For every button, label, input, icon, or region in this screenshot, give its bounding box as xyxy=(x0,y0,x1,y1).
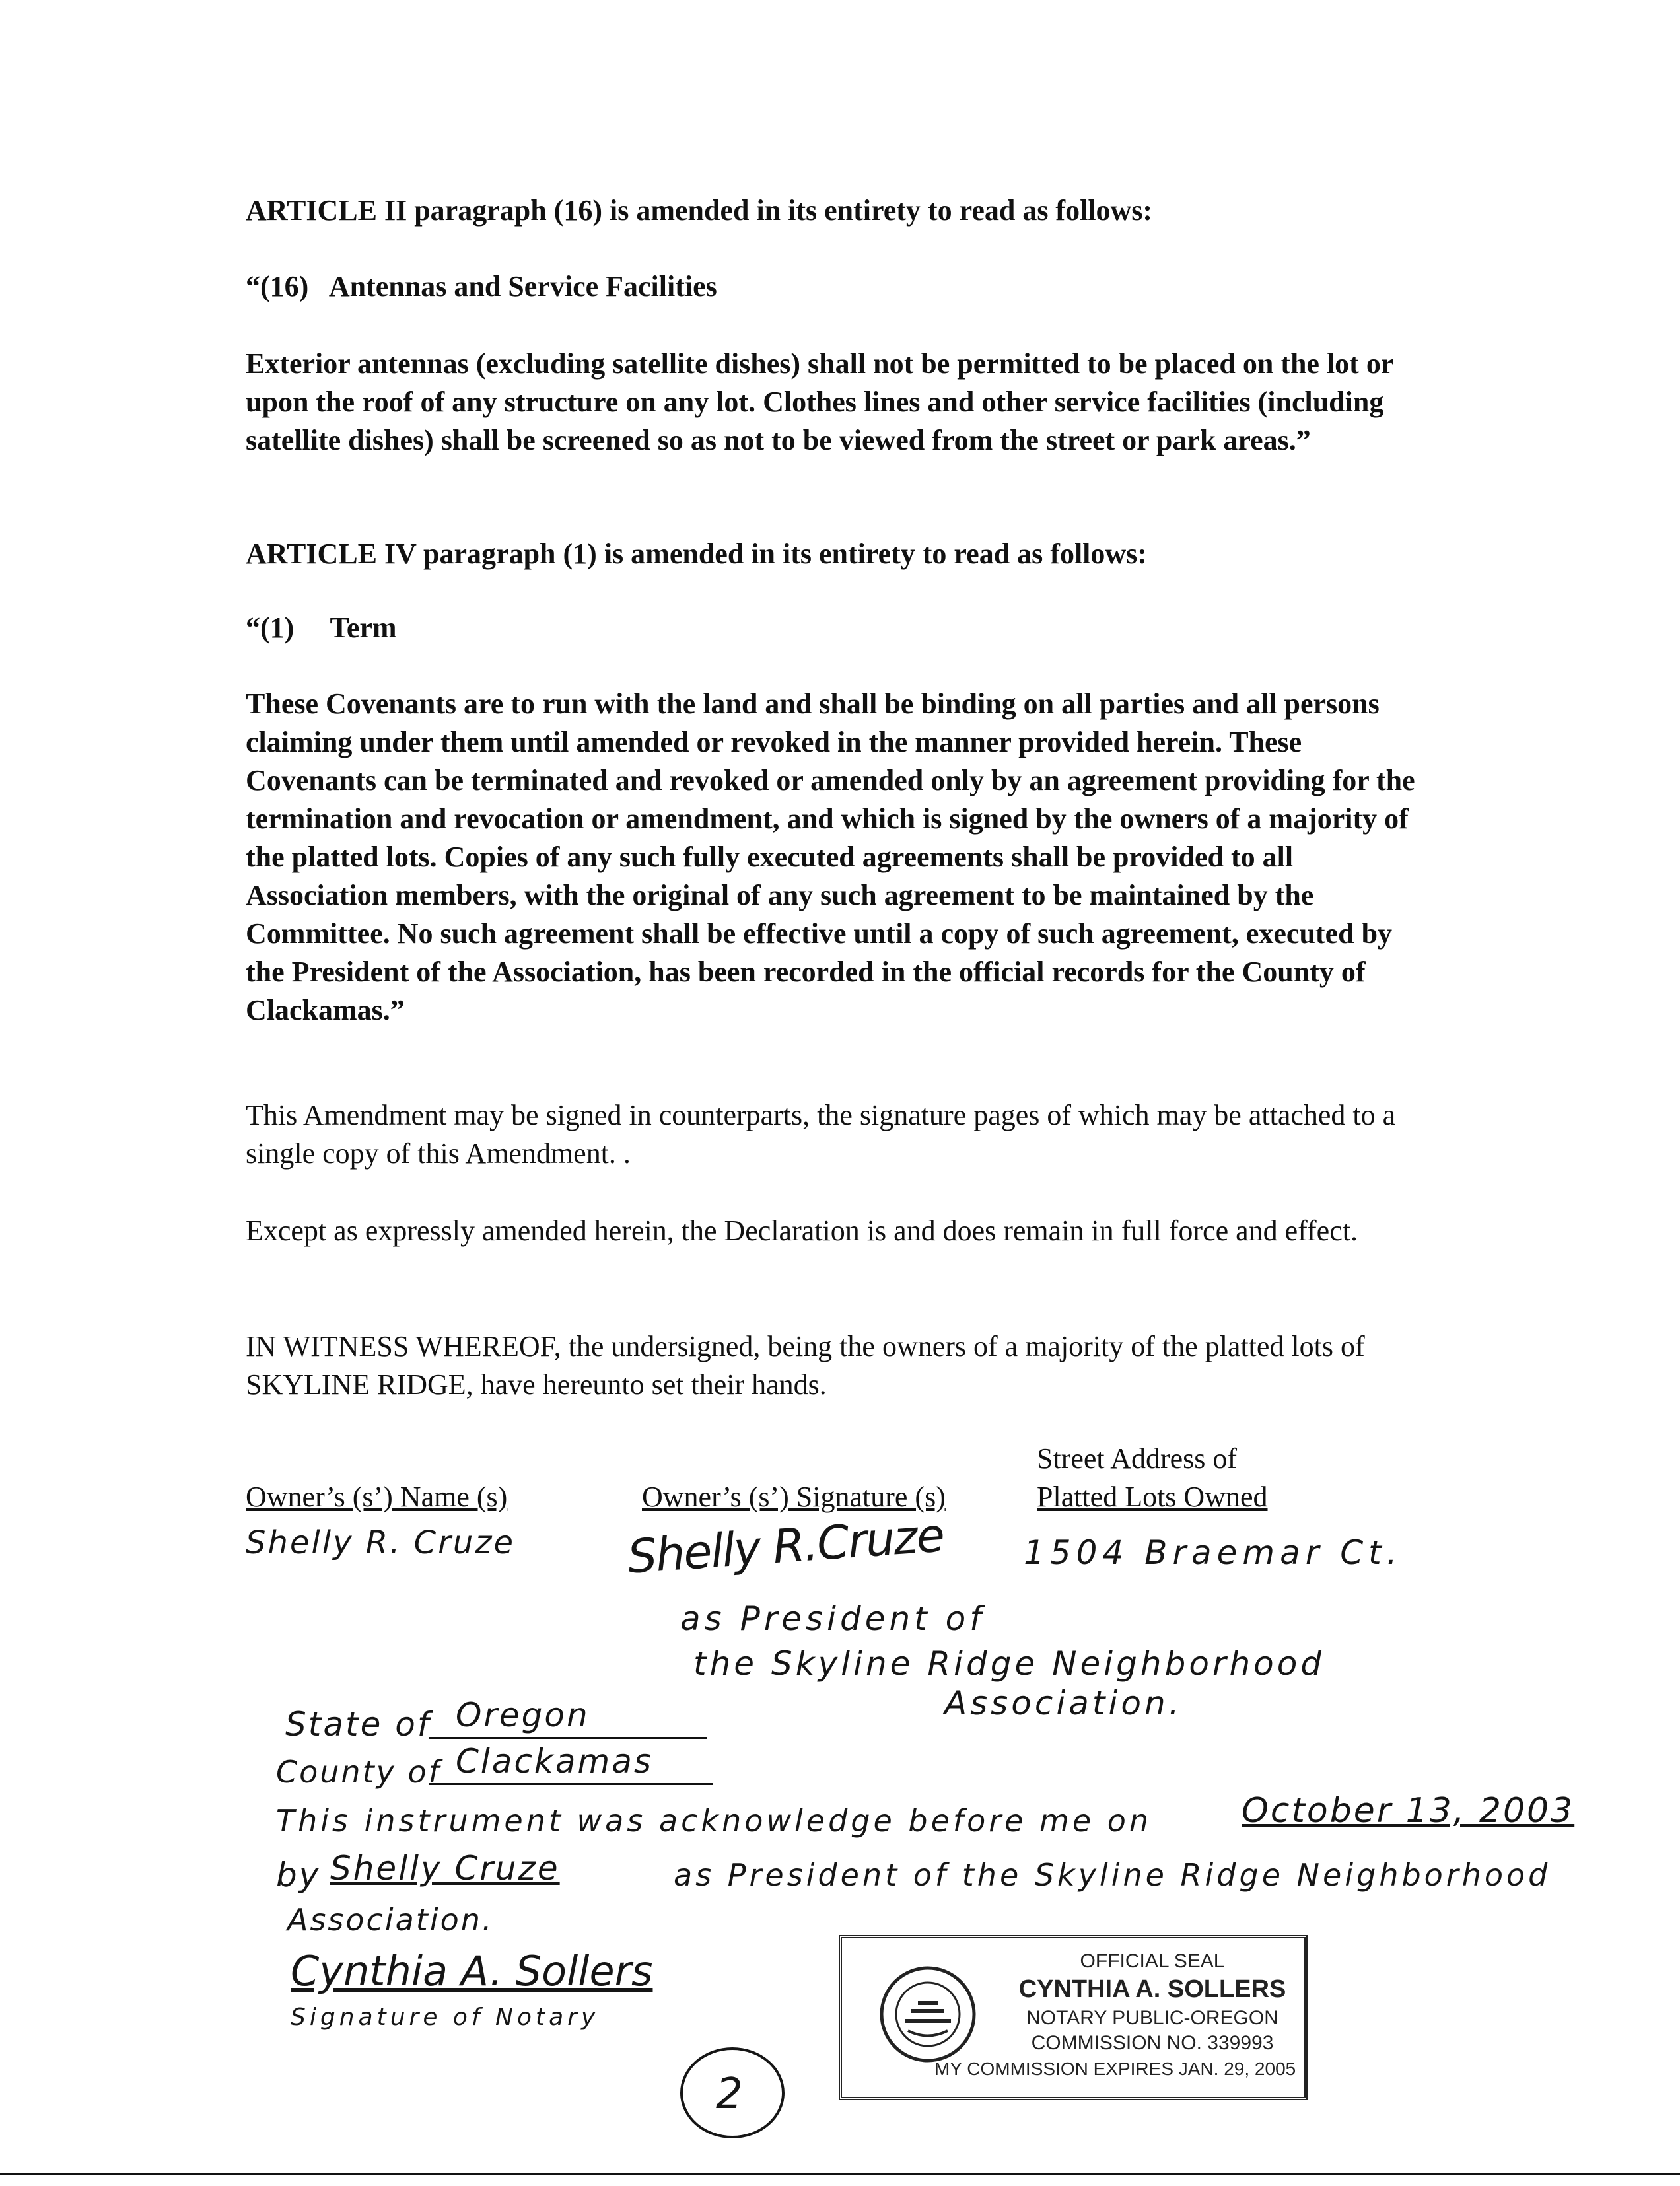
col-header-address-line2: Platted Lots Owned xyxy=(1037,1481,1268,1513)
article-4-body: These Covenants are to run with the land and shall be binding on all parties and all persons claiming under them until amended or revoked in the manner provided herein. These Covenants can be terminated and revoked or amended only by an agreement providing for the termination and revocation or amendment, and which is signed by the owners of a majority of the platted lots. Copies of any such fully executed agreements shall be provided to all Association members, with the original of any such agreement to be maintained by the Committee. No such agreement shall be effective until a copy of such agreement, executed by the President of the Association, has been recorded in the official records for the County of Clackamas.” xyxy=(246,688,1415,1026)
owner-name-handwritten: Shelly R. Cruze xyxy=(246,1524,516,1561)
county-label: County of xyxy=(276,1754,441,1790)
bottom-rule xyxy=(0,2173,1680,2175)
col-header-address-line1: Street Address of xyxy=(1037,1442,1238,1475)
acknowledge-text: This instrument was acknowledge before me on xyxy=(276,1803,1152,1839)
seal-line-3: NOTARY PUBLIC-OREGON xyxy=(1026,2007,1278,2029)
article-4-subheading: “(1) Term xyxy=(246,612,397,644)
notary-signature-label: Signature of Notary xyxy=(291,2004,600,2031)
capacity-line-1: as President of xyxy=(680,1600,985,1638)
capacity-line-2: the Skyline Ridge Neighborhood xyxy=(693,1644,1325,1683)
county-underline xyxy=(429,1783,713,1785)
notary-signature: Cynthia A. Sollers xyxy=(291,1947,653,1995)
owner-address-handwritten: 1504 Braemar Ct. xyxy=(1024,1534,1403,1572)
page-number-circle xyxy=(680,2047,785,2138)
seal-line-1: OFFICIAL SEAL xyxy=(1080,1950,1225,1972)
by-label: by xyxy=(276,1856,321,1894)
article-2-heading: ARTICLE II paragraph (16) is amended in its entirety to read as follows: xyxy=(246,194,1153,227)
state-value: Oregon xyxy=(456,1696,590,1734)
county-value: Clackamas xyxy=(456,1742,653,1781)
by-name: Shelly Cruze xyxy=(330,1849,560,1887)
capacity-line-3: Association. xyxy=(944,1684,1183,1722)
except-paragraph: Except as expressly amended herein, the Declaration is and does remain in full force and effect. xyxy=(246,1215,1358,1247)
seal-line-2: CYNTHIA A. SOLLERS xyxy=(1018,1975,1286,2003)
seal-line-4: COMMISSION NO. 339993 xyxy=(1031,2032,1274,2054)
article-2-subheading: “(16) Antennas and Service Facilities xyxy=(246,270,717,302)
by-capacity-continued: Association. xyxy=(287,1902,494,1938)
official-seal xyxy=(839,1935,1308,2100)
counterparts-paragraph: This Amendment may be signed in counterparts, the signature pages of which may be attached to a single copy of this Amendment. . xyxy=(246,1099,1396,1170)
seal-line-5: MY COMMISSION EXPIRES JAN. 29, 2005 xyxy=(934,2059,1296,2079)
article-2-body: Exterior antennas (excluding satellite dishes) shall not be permitted to be placed on the lot or upon the roof of any structure on any lot. Clothes lines and other service facilities (including satellite dishes) shall be screened so as not to be viewed from the street or park areas.” xyxy=(246,347,1393,456)
col-header-owner-signature: Owner’s (s’) Signature (s) xyxy=(642,1481,946,1513)
page-number: 2 xyxy=(716,2070,745,2119)
witness-paragraph: IN WITNESS WHEREOF, the undersigned, being the owners of a majority of the platted lots of SKYLINE RIDGE, have hereunto set their hands. xyxy=(246,1330,1365,1401)
owner-signature: Shelly R.Cruze xyxy=(625,1508,946,1584)
state-underline xyxy=(429,1737,707,1739)
acknowledge-date: October 13, 2003 xyxy=(1242,1791,1575,1831)
by-capacity: as President of the Skyline Ridge Neighborhood xyxy=(674,1857,1551,1893)
state-seal-emblem xyxy=(878,1965,977,2064)
article-4-heading: ARTICLE IV paragraph (1) is amended in its entirety to read as follows: xyxy=(246,538,1147,570)
state-label: State of xyxy=(285,1705,431,1744)
col-header-owner-name: Owner’s (s’) Name (s) xyxy=(246,1481,508,1513)
